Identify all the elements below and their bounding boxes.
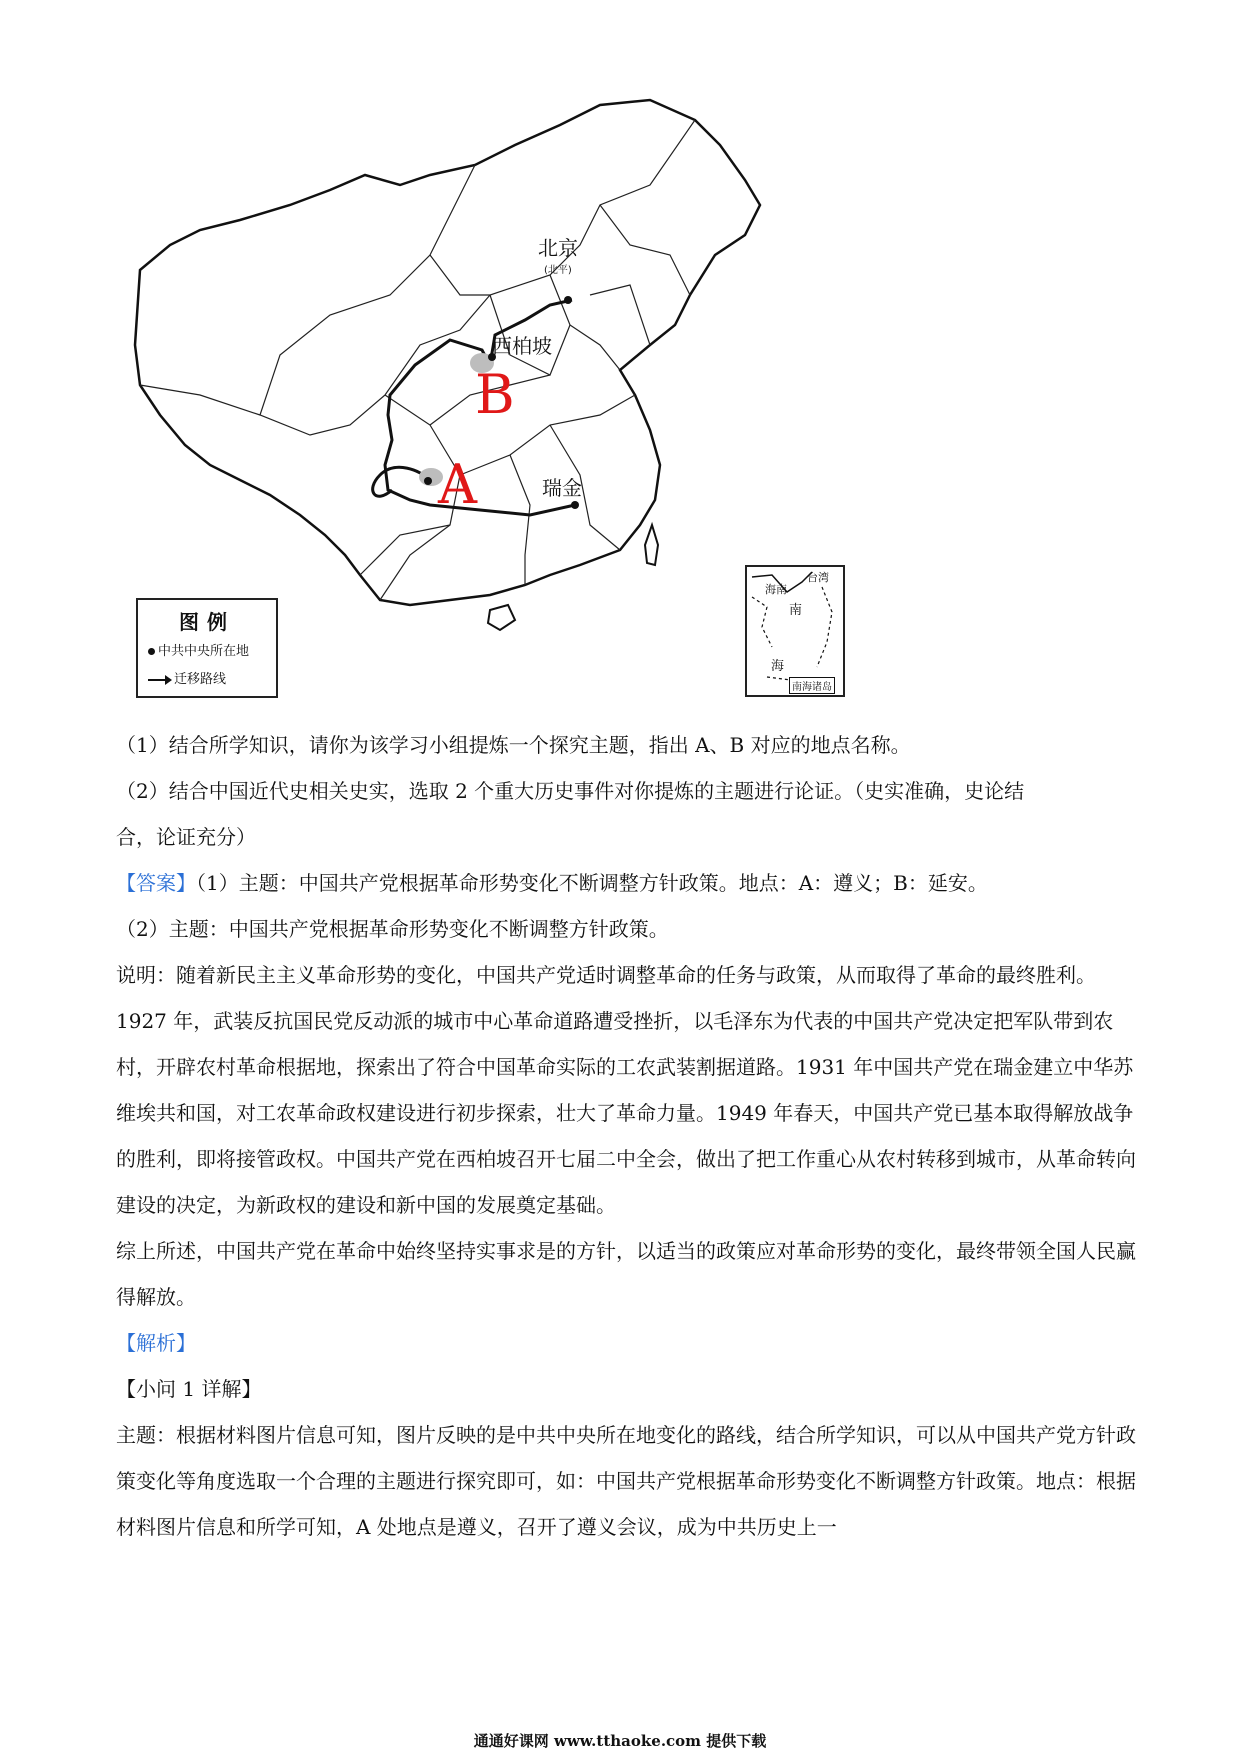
beijing-label: 北京 [538,236,578,260]
answer-1-row [116,860,1136,906]
ruijin-label: 瑞金 [542,476,582,500]
ruijin-dot [571,501,579,509]
legend-arrow-label: 迁移路线 [174,672,227,687]
question-1: （1）结合所学知识，请你为该学习小组提炼一个探究主题，指出 A、B 对应的地点名称。 [116,733,911,757]
page-footer: 通通好课网 www.tthaoke.com 提供下载 [473,1732,767,1750]
sub-question-1-text: 主题：根据材料图片信息可知，图片反映的是中共中央所在地变化的路线，结合所学知识，可以从中国共产党方针政策变化等角度选取一个合理的主题进行探究即可，如：中国共产党根据革命形势变化不断调整方针政策。地点：根据材料图片信息和所学可知，A 处地点是遵义，召开了遵义会议，成为中共历史上一 [116,1423,1136,1539]
analysis-heading [116,1320,1136,1366]
legend-row-dot [148,640,249,659]
dot-icon [148,648,155,655]
south-china-sea-inset [745,565,845,697]
legend-dot-label: 中共中央所在地 [158,644,250,659]
xibaipo-label: 西柏坡 [492,334,552,358]
inset-map [747,567,843,695]
taiwan-island [645,525,658,565]
question-2-line-1: （2）结合中国近代史相关史实，选取 2 个重大历史事件对你提炼的主题进行论证。（史实准确，史论结 [116,779,1025,803]
inset-nan-label: 南 [789,603,803,618]
legend-title: 图例 [179,610,235,634]
inset-hainan-label: 海南 [765,583,787,596]
map-legend [136,598,278,698]
beijing-dot [564,296,572,304]
legend-row-arrow [148,668,226,687]
answer-tag: 【答案】 [116,871,196,895]
inset-taiwan-label: 台湾 [807,571,829,584]
summary-paragraph: 综上所述，中国共产党在革命中始终坚持实事求是的方针，以适当的政策应对革命形势的变化，最终带领全国人民赢得解放。 [116,1239,1136,1309]
explanation-paragraph: 说明：随着新民主主义革命形势的变化，中国共产党适时调整革命的任务与政策，从而取得了革命的最终胜利。1927 年，武装反抗国民党反动派的城市中心革命道路遭受挫折，以毛泽东为代表的中国共产党决定把军队带到农村，开辟农村革命根据地，探索出了符合中国革命实际的工农武装割据道路。1931 年中国共产党在瑞金建立中华苏维埃共和国，对工农革命政权建设进行初步探索，壮大了革命力量。1949 年春天，中国共产党已基本取得解放战争的胜利，即将接管政权。中国共产党在西柏坡召开七届二中全会，做出了把工作重心从农村转移到城市，从革命转向建设的决定，为新政权的建设和新中国的发展奠定基础。 [116,963,1136,1217]
arrow-icon [148,679,170,681]
inset-hai-label: 海 [771,659,785,674]
inset-islands-label: 南海诸岛 [789,677,835,694]
answer-2: （2）主题：中国共产党根据革命形势变化不断调整方针政策。 [116,917,669,941]
document-body [116,722,1136,1550]
marker-b: B [475,363,515,426]
answer-1-text: （1）主题：中国共产党根据革命形势变化不断调整方针政策。地点：A：遵义；B：延安。 [196,871,988,895]
zunyi-dot [424,477,432,485]
beiping-label: (北平) [544,265,572,276]
hainan-island [488,605,515,630]
question-2-line-2: 合，论证充分） [116,825,256,849]
sub-question-1-title: 【小问 1 详解】 [116,1377,262,1401]
analysis-tag: 【解析】 [116,1331,196,1355]
province-lines [140,120,695,600]
marker-a: A [438,453,477,516]
china-outline [135,100,760,605]
